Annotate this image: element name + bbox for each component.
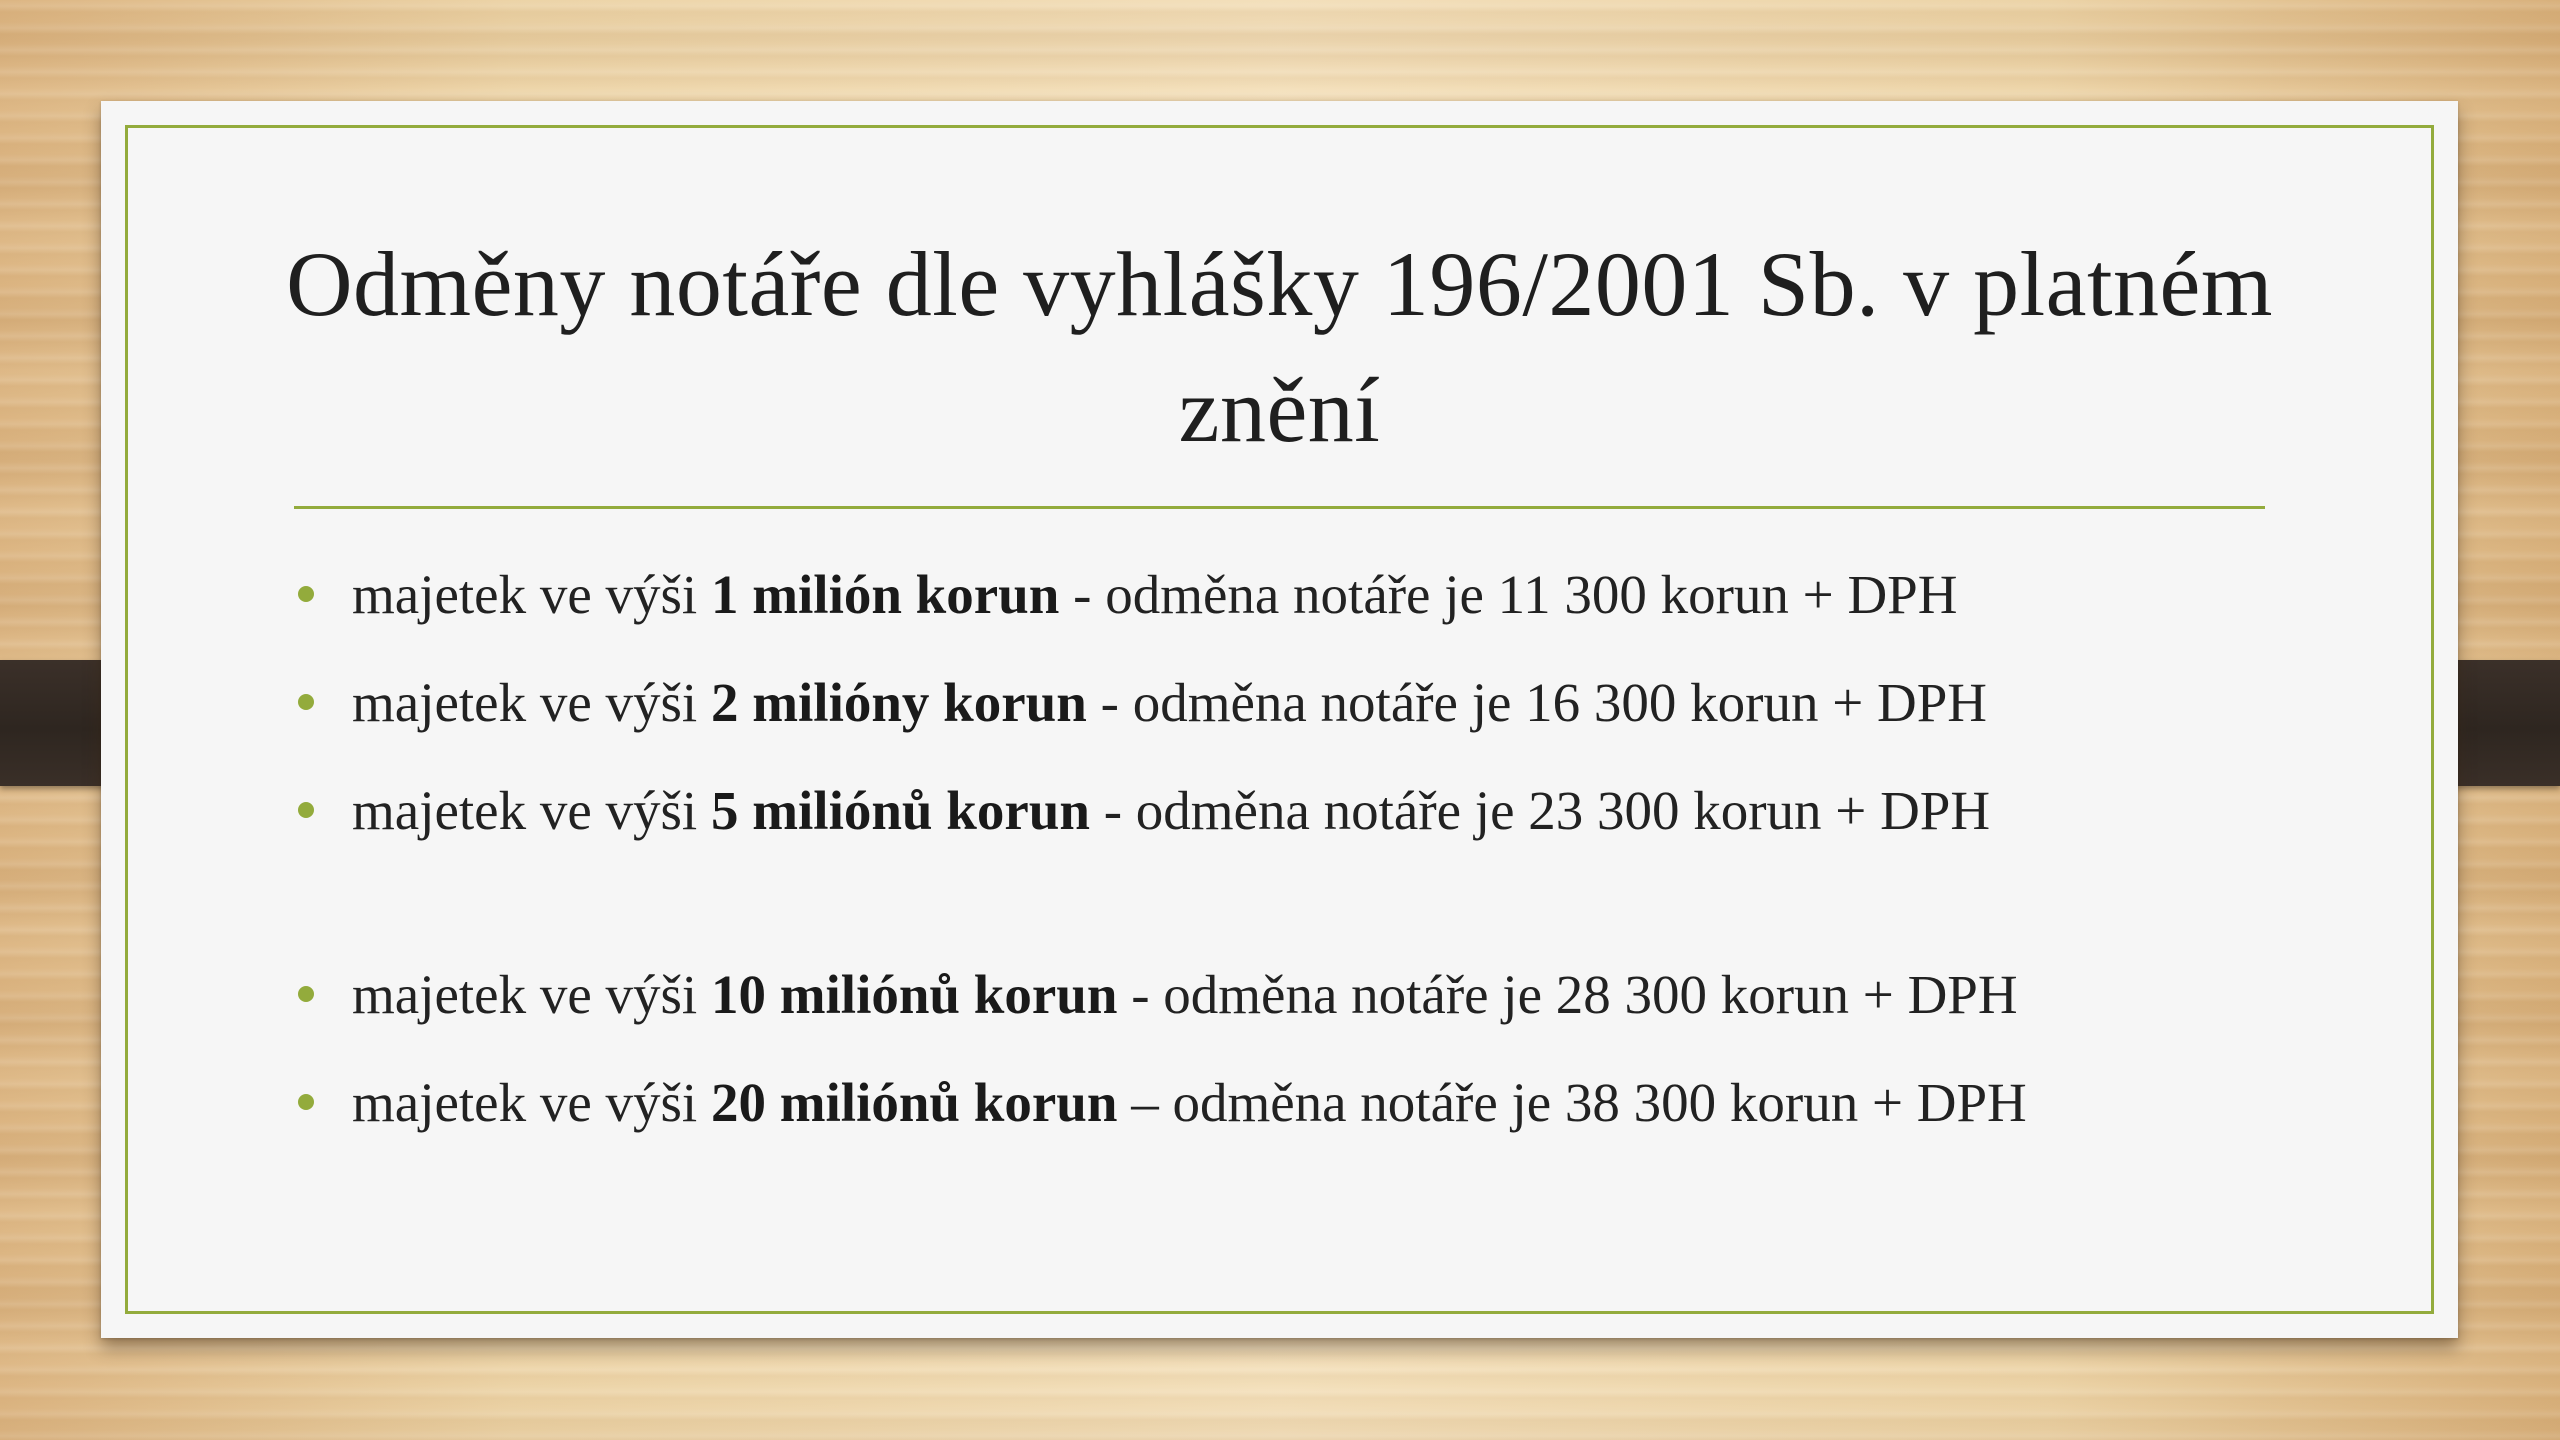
bullet-dot-icon — [298, 694, 314, 710]
bullet-item — [294, 941, 2308, 1049]
slide-title: Odměny notáře dle vyhlášky 196/2001 Sb. v platném znění — [286, 233, 2273, 461]
bullet-item — [294, 1049, 2308, 1157]
bullet-prefix: majetek ve výši — [352, 564, 711, 625]
bullet-item — [294, 757, 2308, 865]
bullet-suffix: - odměna notáře je 28 300 korun + DPH — [1117, 964, 2018, 1025]
bullet-list — [294, 541, 2308, 1157]
bullet-prefix: majetek ve výši — [352, 672, 711, 733]
bullet-amount: 2 milióny korun — [710, 672, 1087, 733]
bullet-amount: 10 miliónů korun — [710, 964, 1118, 1025]
slide — [101, 101, 2458, 1338]
bullet-suffix: – odměna notáře je 38 300 korun + DPH — [1117, 1072, 2027, 1133]
bullet-dot-icon — [298, 986, 314, 1002]
bullet-dot-icon — [298, 586, 314, 602]
bullet-amount: 1 milión korun — [710, 564, 1060, 625]
bullet-item — [294, 541, 2308, 649]
bullet-suffix: - odměna notáře je 16 300 korun + DPH — [1086, 672, 1988, 733]
bullet-prefix: majetek ve výši — [352, 964, 711, 1025]
bullet-dot-icon — [298, 1094, 314, 1110]
bullet-amount: 5 miliónů korun — [710, 780, 1090, 841]
bullet-prefix: majetek ve výši — [352, 780, 711, 841]
bullet-item — [294, 649, 2308, 757]
bullet-amount: 20 miliónů korun — [710, 1072, 1118, 1133]
bullet-prefix: majetek ve výši — [352, 1072, 711, 1133]
bullet-suffix: - odměna notáře je 23 300 korun + DPH — [1089, 780, 1991, 841]
bullet-suffix: - odměna notáře je 11 300 korun + DPH — [1059, 564, 1958, 625]
bullet-dot-icon — [298, 802, 314, 818]
title-divider — [294, 506, 2265, 509]
